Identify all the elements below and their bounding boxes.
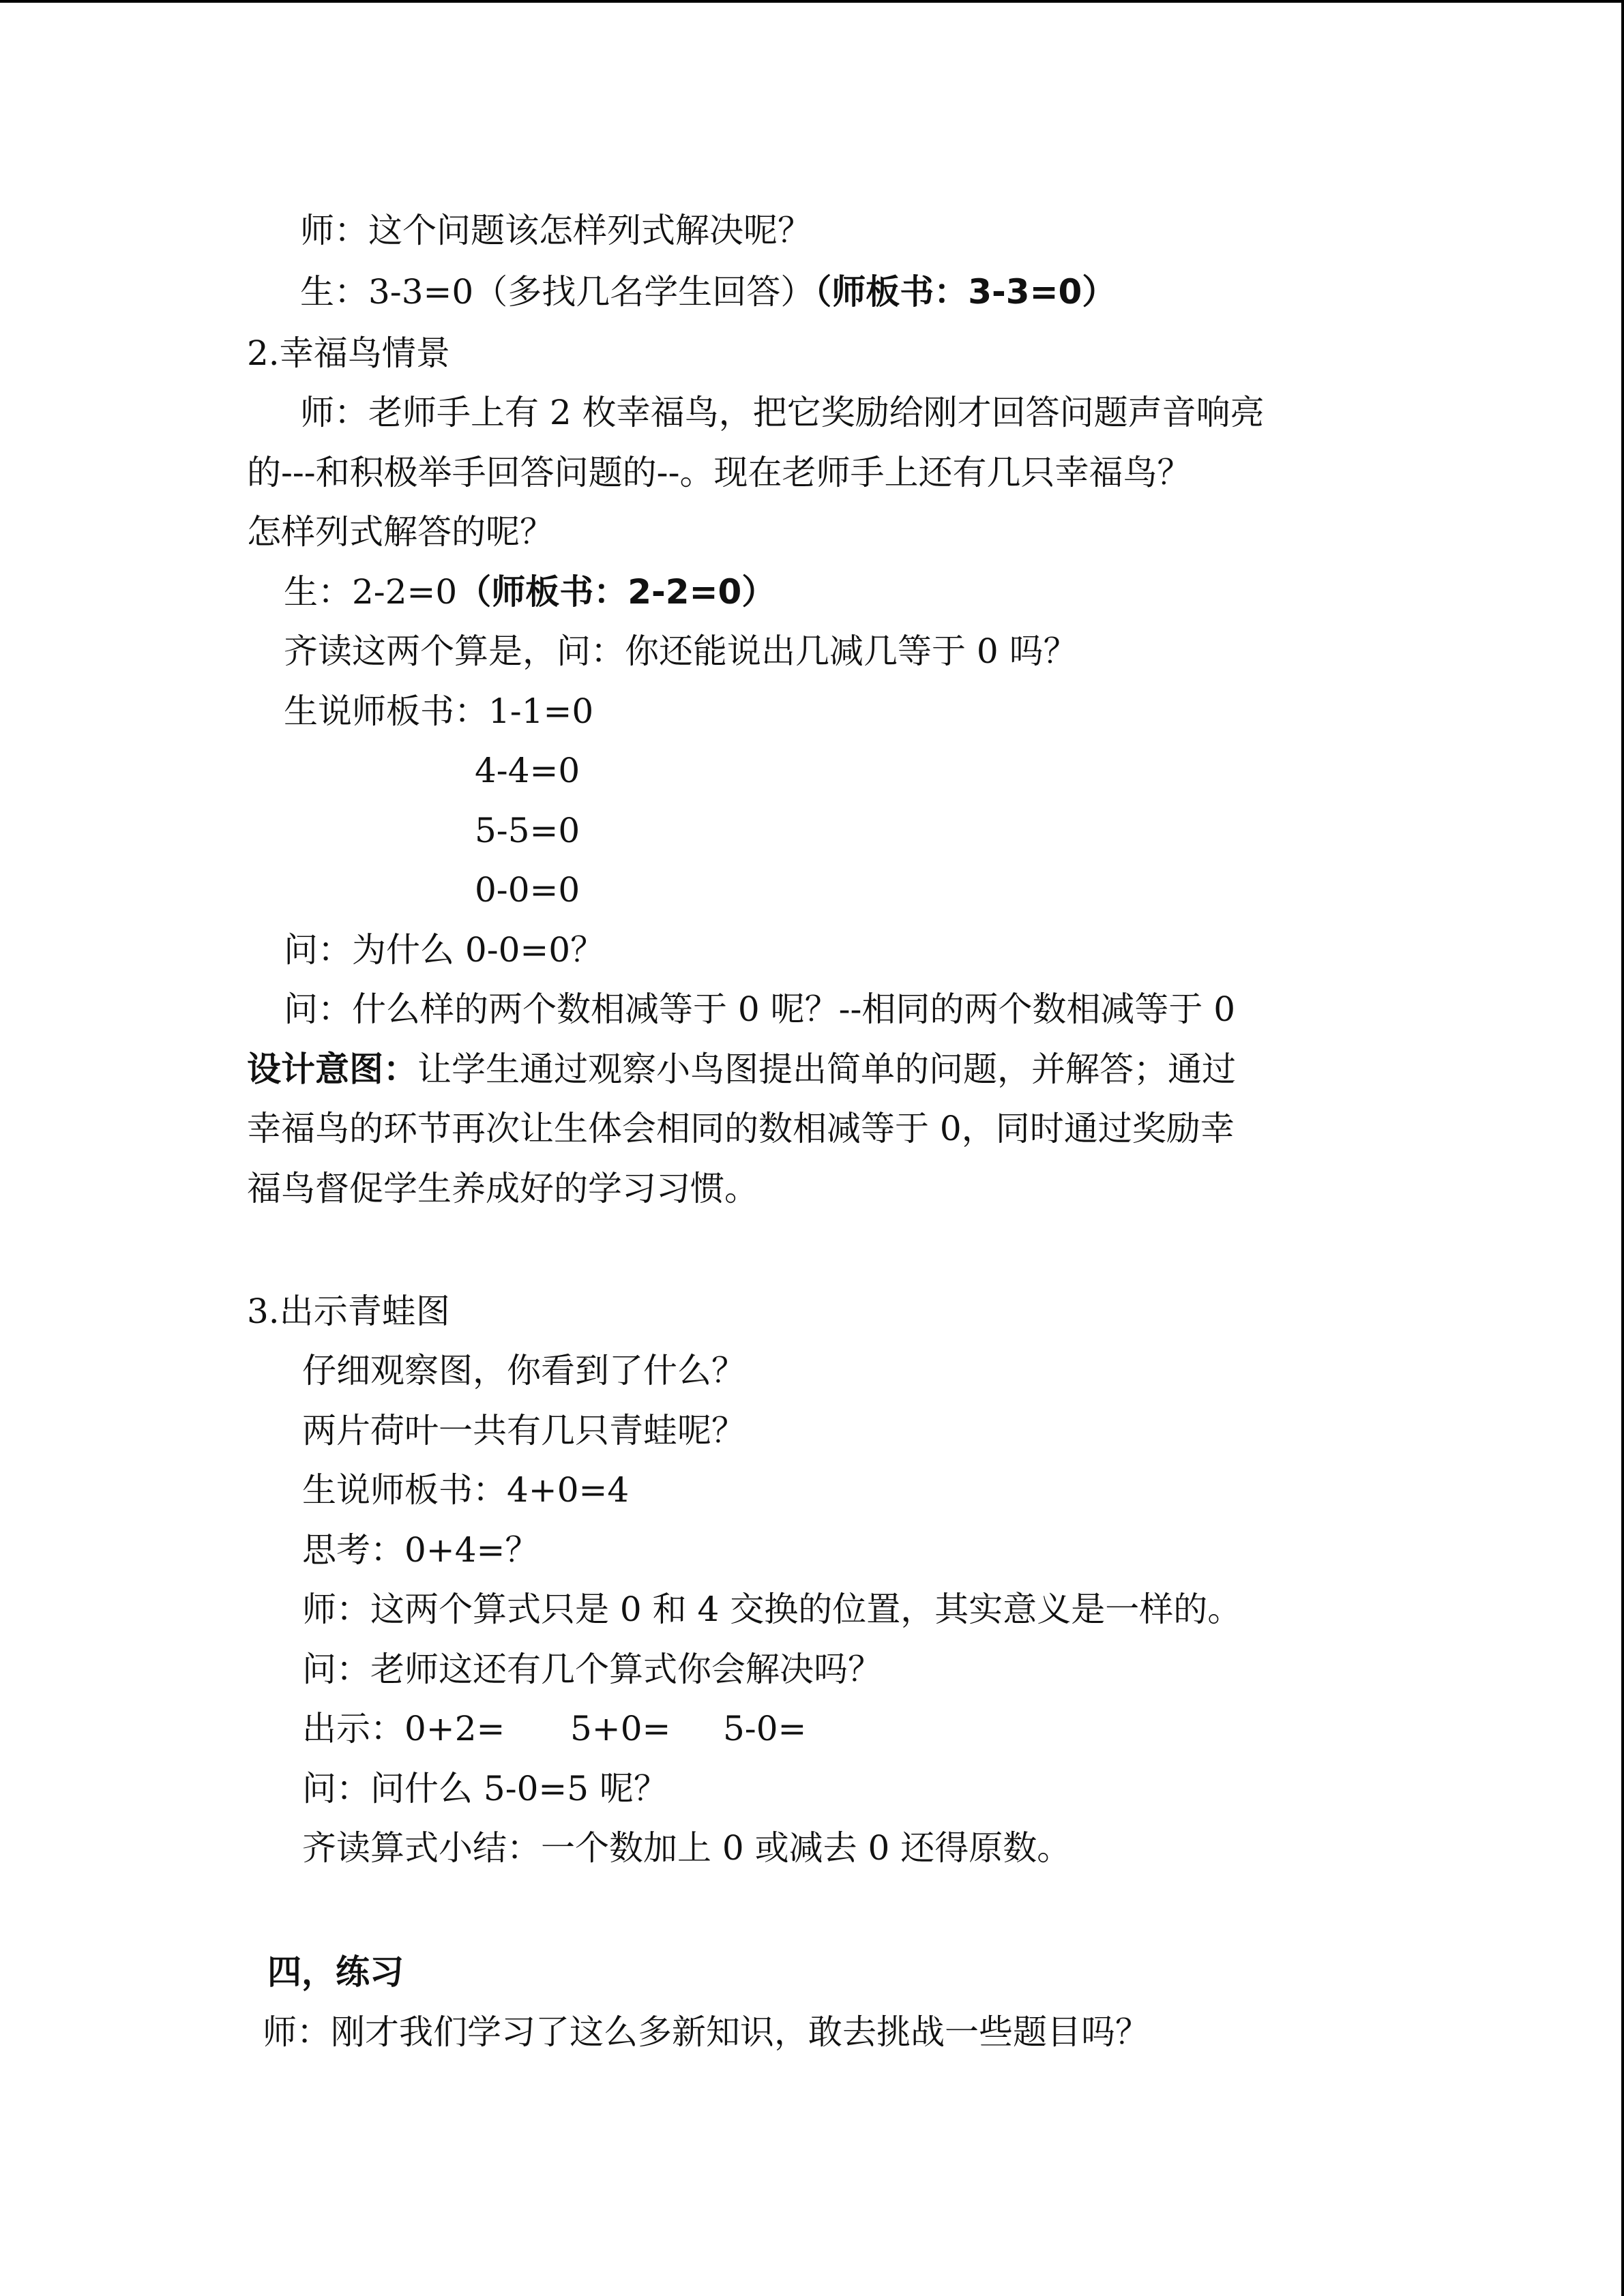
paragraph-line: 幸福鸟的环节再次让生体会相同的数相减等于 0，同时通过奖励幸 <box>247 1109 1235 1148</box>
dialogue-line <box>300 271 1116 312</box>
student-answer: 生：2-2=0 <box>284 572 458 612</box>
paragraph-line: 师：老师手上有 2 枚幸福鸟，把它奖励给刚才回答问题声音响亮 <box>300 393 1265 432</box>
paragraph-line: 福鸟督促学生养成好的学习习惯。 <box>247 1169 758 1208</box>
equation-line: 5-5=0 <box>475 811 580 850</box>
section-heading: 2.幸福鸟情景 <box>247 333 450 373</box>
design-intent-text: 让学生通过观察小鸟图提出简单的问题，并解答；通过 <box>417 1049 1236 1089</box>
paragraph-line: 怎样列式解答的呢？ <box>247 512 554 552</box>
exercise-line: 出示：0+2= <box>302 1709 505 1748</box>
paragraph-line: 生说师板书：4+0=4 <box>302 1470 630 1510</box>
paragraph-line: 齐读这两个算是，问：你还能说出几减几等于 0 吗？ <box>284 631 1078 671</box>
section-heading: 3.出示青蛙图 <box>247 1292 450 1331</box>
exercise-item: 5-0= <box>723 1709 807 1748</box>
board-note: （师板书：3-3=0） <box>814 272 1117 312</box>
dialogue-line <box>284 571 776 612</box>
board-note: （师板书：2-2=0） <box>457 572 776 612</box>
equation-line: 0-0=0 <box>475 870 580 910</box>
paragraph-line: 问：为什么 0-0=0？ <box>284 930 605 970</box>
paragraph-line: 师：这两个算式只是 0 和 4 交换的位置，其实意义是一样的。 <box>302 1590 1242 1629</box>
paragraph-line: 问：什么样的两个数相减等于 0 呢？--相同的两个数相减等于 0 <box>284 989 1236 1029</box>
paragraph-line: 两片荷叶一共有几只青蛙呢？ <box>302 1411 745 1450</box>
paragraph-line: 思考：0+4=？ <box>302 1530 540 1570</box>
paragraph-line: 仔细观察图，你看到了什么？ <box>302 1351 745 1390</box>
student-answer: 生：3-3=0（多找几名学生回答） <box>300 272 815 312</box>
paragraph-line: 生说师板书：1-1=0 <box>284 691 594 731</box>
design-intent-label: 设计意图： <box>247 1049 417 1089</box>
equation-line: 4-4=0 <box>475 751 580 790</box>
paragraph-line: 师：刚才我们学习了这么多新知识，敢去挑战一些题目吗？ <box>263 2012 1149 2052</box>
design-intent-line <box>247 1049 1236 1090</box>
paragraph-line: 问：老师这还有几个算式你会解决吗？ <box>302 1650 882 1689</box>
section-heading-practice: 四，练习 <box>267 1952 404 1992</box>
dialogue-line: 师：这个问题该怎样列式解决呢？ <box>300 211 812 250</box>
paragraph-line: 的---和积极举手回答问题的--。现在老师手上还有几只幸福鸟？ <box>247 453 1192 492</box>
paragraph-line: 齐读算式小结：一个数加上 0 或减去 0 还得原数。 <box>302 1828 1072 1868</box>
exercise-item: 5+0= <box>570 1709 671 1748</box>
paragraph-line: 问：问什么 5-0=5 呢？ <box>302 1769 668 1808</box>
